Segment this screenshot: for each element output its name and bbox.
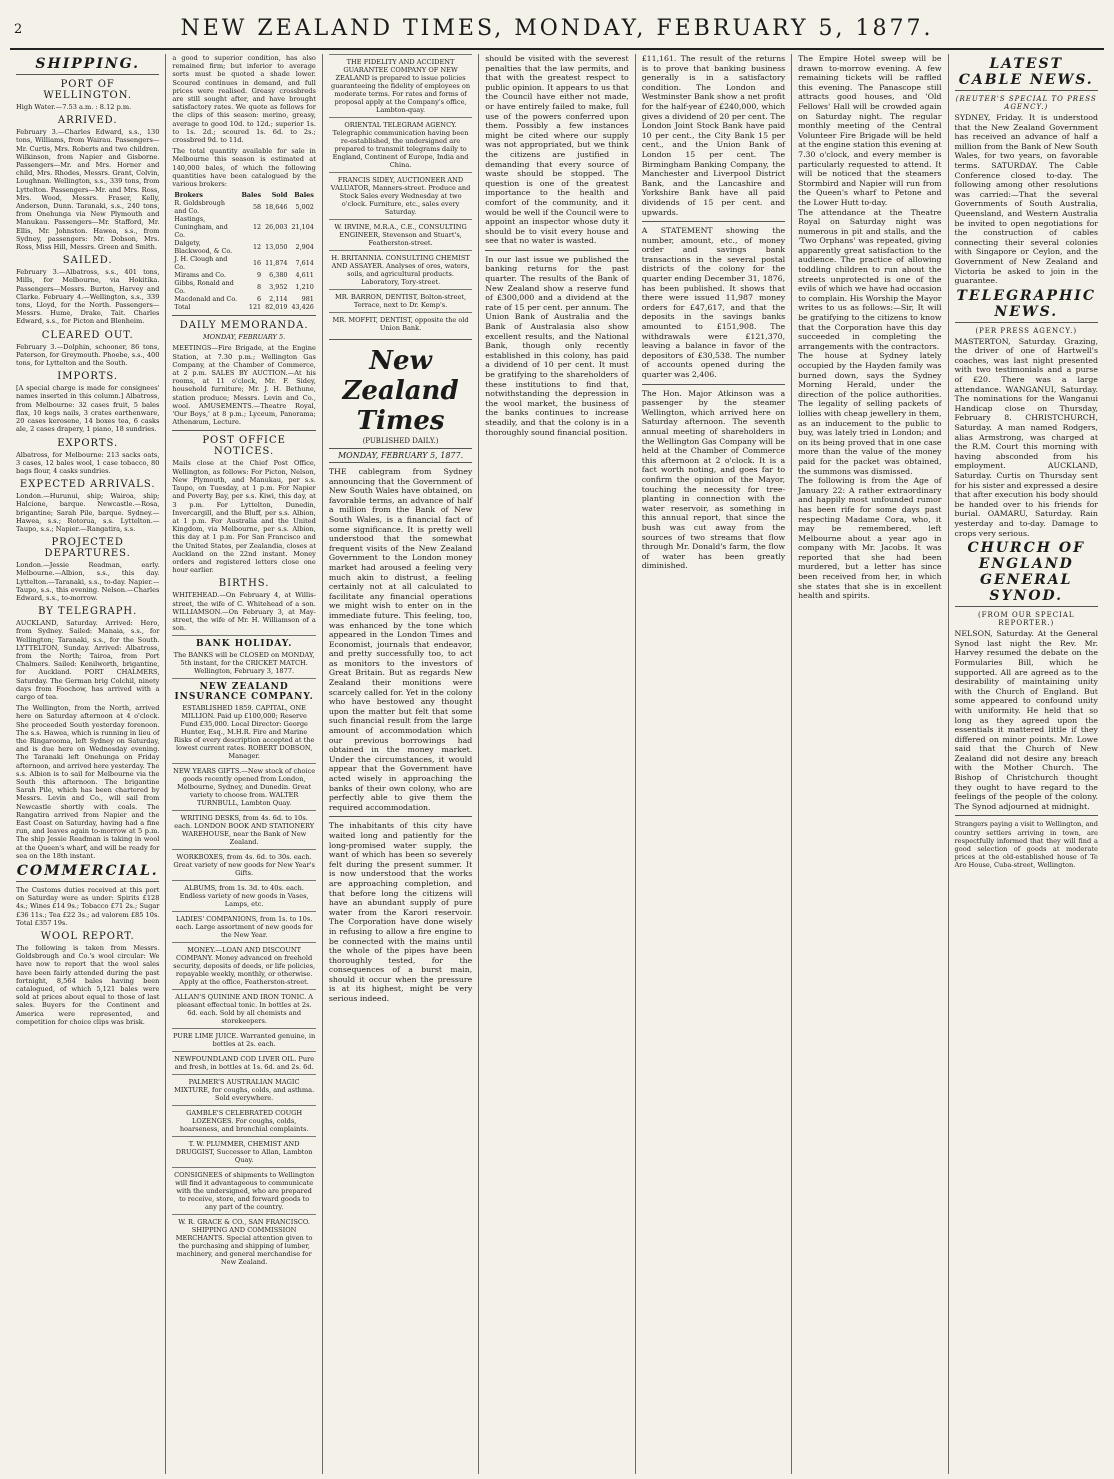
sailed-text: February 3.—Albatross, s.s., 401 tons, Mills, for Melbourne, via Hokitika. Passengers—Messrs. Burton, Harvey and Clarke. February 4.—Wellington, s.s., 339 tons, Lloyd, for the North. Passengers—Messrs. Hume, Drake, Tait. Charles Edward, s.s., for Picton and Blenheim. — [16, 268, 160, 326]
cable-news-text: SYDNEY, Friday. It is understood that the New Zealand Government has received an advance of half a million from the Bank of New South Wales, for two years, on favorable terms. SATURDAY. The Cable Conference closed to-day. The following among other resolutions was carried:—That the several Governments of South Australia, Queensland, and Western Australia be invited to open negotiations for the construction of cables connecting their several colonies with Singapore or Ceylon, and the Government of New Zealand and Victoria be asked to join in the guarantee. — [954, 113, 1098, 286]
imports-text: [A special charge is made for consignees' names inserted in this column.] Albatross, from Melbourne: 32 cases fruit, 5 bales flax, 10 kegs nails, 3 crates earthenware, 20 cases kerosene, 14 boxes tea, 6 casks ale, 2 cases drapery, 1 piano, 18 sundries. — [16, 384, 160, 434]
ad-text: GAMBLE'S CELEBRATED COUGH LOZENGES. For coughs, colds, hoarseness, and bronchial complaints. — [179, 1109, 309, 1134]
cable-news-title: LATEST CABLE NEWS. — [955, 56, 1098, 91]
births-heading: BIRTHS. — [218, 578, 270, 590]
post-office-text: Mails close at the Chief Post Office, Wellington, as follows: For Picton, Nelson, New Plymouth, and Manukau, per s.s. Taupo, on Tuesday, at 1 p.m. For Napier and Poverty Bay, per s.s. Kiwi, this day, at 3 p.m. For Lyttelton, Dunedin, Invercargill, and the Bluff, per s.s. Albion, at 1 p.m. For Australia and the United Kingdom, via Melbourne, per s.s. Albion, this day at 1 p.m. For San Francisco and the United States, per Zealandia, closes at Auckland on the 22nd instant. Money orders and registered letters close one hour earlier. — [172, 459, 316, 575]
shipping-section-title: SHIPPING. — [16, 56, 159, 75]
table-cell: J. H. Clough and Co. — [174, 255, 228, 272]
news-text: The Hon. Major Atkinson was a passenger by the steamer Wellington, which arrived here on Saturday afternoon. The seventh annual meeting of shareholders in the Wellington Gas Company will be held at the Chamber of Commerce this afternoon at 2 o'clock. It is a fact worth noting, and goes far to confirm the opinion of the Mayor, touching the necessity for tree-planting in connection with the water reservoir, as something in this annual report, that since the bush was cut away from the sources of two streams that flow through Mr. Donald's farm, the flow of water has been greatly diminished. — [641, 388, 786, 571]
insurance-text: ESTABLISHED 1859. CAPITAL, ONE MILLION. Paid up £100,000; Reserve Fund £35,000. Local Director: George Hunter, Esq., M.H.R. Fire and Marine Risks of every description accepted at the lowest current rates. ROBERT DOBSON, Manager. — [173, 704, 315, 761]
local-news-text: The Empire Hotel sweep will be drawn to-morrow evening. A few remaining tickets will be raffled this evening. The Panascope still attracts good houses, and 'Old Fellows' Hall will be crowded again on Saturday night. The regular monthly meeting of the Central Volunteer Fire Brigade will be held at the engine station this evening at 7.30 o'clock, and every member is particularly requested to attend. It will be noticed that the steamers Stormbird and Napier will run from the Queen's wharf to Petone and the Lower Hutt to-day. — [798, 54, 942, 207]
local-news-text: The house at Sydney lately occupied by the Hayden family was burned down, says the Sydney Morning Herald, under the direction of the police authorities. The legality of selling packets of lollies with cheap jewellery in them, as an inducement to the public to buy, was lately tried in London; and on its being proved that in one case more than the value of the money paid for the packet was obtained, the summons was dismissed. — [798, 351, 942, 476]
telegraphic-news-title: TELEGRAPHIC NEWS. — [955, 288, 1098, 323]
bank-holiday-heading: BANK HOLIDAY. — [195, 639, 293, 650]
ad-text: CONSIGNEES of shipments to Wellington will find it advantageous to communicate with the undersigned, who are prepared to receive, store, and forward goods to any part of the country. — [174, 1171, 315, 1212]
arrived-heading: ARRIVED. — [57, 115, 118, 127]
table-row — [172, 295, 315, 303]
table-cell: 2,114 — [269, 295, 288, 304]
high-water: High Water.—7.53 a.m. : 8.12 p.m. — [16, 103, 132, 111]
ad-text: ALBUMS, from 1s. 3d. to 40s. each. Endless variety of new goods in Vases, Lamps, etc. — [179, 884, 309, 909]
advertisement — [172, 1028, 315, 1051]
table-cell: 3,952 — [269, 283, 288, 292]
projected-text: London.—Jessie Readman, early. Melbourne.—Albion, s.s., this day. Lyttelton.—Taranaki, s.s., to-day. Napier.—Taupo, s.s., this evening. Nelson.—Charles Edward, s.s., to-morrow. — [16, 561, 160, 602]
advertisement — [172, 942, 315, 989]
table-cell: 21,104 — [291, 223, 314, 232]
table-row — [172, 239, 315, 255]
daily-memoranda-text: MEETINGS—Fire Brigade, at the Engine Station, at 7.30 p.m.; Wellington Gas Company, at the Chamber of Commerce, at 2 p.m. SALES BY AUCTION.—At his rooms, at 11 o'clock, Mr. F. Sidey, household furniture; Mr. J. H. Bethune, station produce; Messrs. Levin and Co., wool. AMUSEMENTS.—Theatre Royal, 'Our Boys,' at 8 p.m.; Lyceum, Panorama; Athenæum, Lecture. — [172, 344, 316, 427]
column-news — [636, 54, 792, 1474]
column-layout — [10, 54, 1104, 1474]
daily-memoranda-date: MONDAY, FEBRUARY 5. — [203, 333, 286, 342]
births-text: WHITEHEAD.—On February 4, at Willis-street, the wife of C. Whitehead of a son. WILLIAMSON.—On February 3, at May-street, the wife of Mr. H. Williamson of a son. — [172, 591, 316, 633]
ad-text: THE FIDELITY AND ACCIDENT GUARANTEE COMPANY OF NEW ZEALAND is prepared to issue policies guaranteeing the fidelity of employees on moderate terms. For rates and forms of proposal apply at the Company's office, Lambton-quay. — [330, 58, 471, 114]
sailed-heading: SAILED. — [62, 255, 113, 267]
page-number: 2 — [14, 22, 23, 37]
table-header-cell: Bales — [241, 191, 262, 200]
table-header-cell: Brokers — [174, 191, 203, 200]
ad-text: W. IRVINE, M.R.A., C.E., CONSULTING ENGINEER, Stevenson and Stuart's, Featherston-street. — [334, 223, 467, 247]
table-cell: Dalgety, Blackwood, & Co. — [174, 239, 233, 256]
divider — [329, 339, 472, 340]
wool-sales-intro: The total quantity available for sale in Melbourne this season is estimated at 140,000 bales, of which the following quantities have been catalogued by the various brokers: — [172, 147, 316, 189]
divider — [485, 250, 628, 251]
table-row — [172, 303, 315, 311]
exports-heading: EXPORTS. — [57, 437, 119, 449]
expected-text: London.—Hurunui, ship; Wairoa, ship; Halcione, barque. Newcastle.—Rosa, brigantine; Sarah Pile, barque. Sydney.—Hawea, s.s.; Rotorua, s.s. Lyttelton.—Taupo, s.s.; Napier.—Rangatira, s.s. — [16, 492, 160, 533]
table-cell: 43,426 — [291, 303, 314, 312]
advertisement — [329, 219, 472, 250]
advertisement — [329, 289, 472, 312]
table-header-row — [172, 191, 315, 199]
table-row — [172, 279, 315, 295]
leader-article: THE cablegram from Sydney announcing that the Government of New South Wales have obtained, on favorable terms, an advance of half a million from the Bank of New South Wales, is a financial fact of some significance. It is pretty well understood that the somewhat frequent visits of the New Zealand Government to the London money market had aroused a feeling very much akin to distrust, a feeling certainly not at all calculated to facilitate any financial operations we might wish to enter on in the immediate future. This feeling, too, was enhanced by the tone which appeared in the London Times and Economist, journals that endeavor, and pretty successfully too, to act as monitors to the investors of Great Britain. But as regards New Zealand their monitions were scarcely called for. Yet in the colony who have bestowed any thought upon the matter but felt that some such financial result from the large amount of accommodation which our previous borrowings had obtained in the money market. Under the circumstances, it would appear that the Government have acted wisely in approaching the banks of their own colony, who are perfectly able to give them the required accommodation. — [328, 467, 473, 812]
column-local-news — [792, 54, 948, 1474]
editorial-text: should be visited with the severest penalties that the law permits, and that with the greatest respect to public opinion. It appears to us that the Council have either not made, or have entirely failed to make, full use of the powers conferred upon them. Possibly a few instances might be cited where our supply was not appropriated, but we think the citizens are justified in demanding that every source of waste should be stopped. The question is one of the greatest importance to the health and comfort of the community, and it would be well if the Council were to appoint an inspector whose duty it should be to visit every house and see that no water is wasted. — [485, 54, 629, 246]
advertisement — [172, 1136, 315, 1167]
published-daily: (PUBLISHED DAILY.) — [362, 437, 439, 445]
newspaper-title: New Zealand Times — [342, 346, 459, 436]
table-header-cell: Bales — [294, 191, 314, 200]
table-row — [172, 255, 315, 271]
divider — [329, 816, 472, 817]
ad-text: MONEY.—LOAN AND DISCOUNT COMPANY. Money advanced on freehold security, deposits of deeds, or life policies, repayable weekly, monthly, or otherwise. Apply at the office, Featherston-street. — [173, 946, 316, 987]
table-cell: 981 — [301, 295, 314, 304]
imports-heading: IMPORTS. — [57, 371, 119, 383]
ad-text: LADIES' COMPANIONS, from 1s. to 10s. each. Large assortment of new goods for the New Year. — [175, 915, 313, 940]
church-synod-title: CHURCH OF ENGLAND GENERAL SYNOD. — [955, 540, 1098, 607]
table-cell: 82,019 — [265, 303, 288, 312]
ad-text: FRANCIS SIDEY, AUCTIONEER AND VALUATOR, Manners-street. Produce and Stock Sales every Wednesday at two o'clock. Furniture, etc., sales every Saturday. — [330, 176, 471, 216]
footer-advert-text: Strangers paying a visit to Wellington, and country settlers arriving in town, are respectfully informed that they will find a good selection of goods at moderate prices at the old-established house of Te Aro House, Cuba-street, Wellington. — [954, 820, 1098, 870]
table-cell: Total — [174, 303, 191, 312]
table-cell: 16 — [252, 259, 262, 268]
table-cell: 9 — [257, 271, 262, 280]
table-cell: 26,003 — [265, 223, 288, 232]
wool-continued-text: a good to superior condition, has also remained firm; but inferior to average sorts must be quoted a shade lower. Scoured continues in demand, and full prices were realised. Greasy crossbreds are still sought after, and have brought satisfactory rates. We quote as follows for the clips of this season: merino, greasy, average to good 10d. to 12d.; superior 1s. to 1s. 2d.; scoured 1s. 6d. to 2s.; crossbred 9d. to 11d. — [172, 54, 316, 145]
table-cell: R. Goldsbrough and Co. — [174, 199, 225, 216]
ad-text: MR. MOFFIT, DENTIST, opposite the old Union Bank. — [332, 316, 469, 332]
port-heading: PORT OF WELLINGTON. — [43, 79, 133, 101]
newspaper-header-title: NEW ZEALAND TIMES, MONDAY, FEBRUARY 5, 1877. — [180, 16, 934, 41]
advertisement — [172, 989, 315, 1028]
ad-text: H. BRITANNIA. CONSULTING CHEMIST AND ASSAYER. Analyses of ores, waters, soils, and agricultural products. Laboratory, Tory-street. — [331, 254, 470, 286]
advertisement — [329, 250, 472, 289]
telegraphic-news-text: MASTERTON, Saturday. Grazing, the driver of one of Hartwell's coaches, was last night presented with two testimonials and a purse of £20. There was a large attendance. WANGANUI, Saturday. The nominations for the Wanganui Handicap close on Thursday, February 8. CHRISTCHURCH, Saturday. A man named Rodgers, alias Armstrong, was charged at the R.M. Court this morning with having absconded from his employment. AUCKLAND, Saturday. Curtis on Thursday sent for his sister and expressed a desire that after execution his body should be handed over to his friends for burial. OAMARU, Saturday. Rain yesterday and to-day. Damage to crops very serious. — [954, 336, 1098, 538]
advertisement — [172, 911, 315, 942]
table-cell: 1,210 — [295, 283, 314, 292]
table-cell: 8 — [257, 283, 262, 292]
arrived-text: February 3.—Charles Edward, s.s., 130 tons, Williams, from Wairau. Passengers—Mr. Curtis, Mrs. Roberts and two children. Wilkinson, from Napier and Gisborne. Passengers—Mr. and Mrs. Horner and child, Mrs. Rhodes, Messrs. Grant, Colvin, Loughnan. Wellington, s.s., 339 tons, from Lyttelton. Passengers—Mr. and Mrs. Ross, Mrs. Wood, Messrs. Fraser, Kelly, Anderson, Dunn. Taranaki, s.s., 240 tons, from Onehunga via New Plymouth and Manukau. Passengers—Mr. Stafford, Mr. Ellis, Mr. Johnston. Hawea, s.s., from Sydney, passengers: Mr. Dobson, Mrs. Ross, Miss Hill, Messrs. Green and Smith. — [16, 128, 160, 252]
advertisement — [329, 312, 472, 335]
advertisement — [172, 635, 315, 678]
cleared-text: February 3.—Dolphin, schooner, 86 tons, Paterson, for Greymouth. Phoebe, s.s., 400 tons, for Lyttelton and the South. — [16, 342, 160, 368]
table-cell: 6 — [257, 295, 262, 304]
commercial-section-title: COMMERCIAL. — [16, 863, 159, 882]
column-cable-news — [949, 54, 1104, 1474]
telegraph-heading: BY TELEGRAPH. — [38, 606, 138, 618]
table-cell: 11,874 — [265, 259, 288, 268]
advertisement — [172, 1105, 315, 1136]
expected-heading: EXPECTED ARRIVALS. — [19, 479, 156, 491]
table-cell: 7,614 — [295, 259, 314, 268]
daily-memoranda-heading: DAILY MEMORANDA. — [179, 320, 309, 332]
projected-heading: PROJECTED DEPARTURES. — [44, 537, 131, 560]
table-cell: Macdonald and Co. — [174, 295, 238, 304]
cleared-heading: CLEARED OUT. — [41, 329, 134, 341]
wool-sales-table — [172, 191, 315, 311]
church-synod-text: NELSON, Saturday. At the General Synod last night the Rev. Mr. Harvey resumed the debate on the Formularies Bill, which he supported. All are agreed as to the desirability of maintaining unity with the Church of England. But some appeared to confound unity with uniformity. He held that so long as they agreed upon the essentials it mattered little if they differed on minor points. Mr. Lowe said that the Church of New Zealand did not desire any breach with the Mother Church. The Bishop of Christchurch thought they ought to have regard to the feelings of the people of the colony. The Synod adjourned at midnight. — [954, 629, 1098, 811]
table-row — [172, 271, 315, 279]
ad-text: ORIENTAL TELEGRAM AGENCY. Telegraphic communication having been re-established, the undersigned are prepared to transmit telegrams daily to England, Continent of Europe, India and China. — [332, 121, 469, 169]
ad-text: WRITING DESKS, from 4s. 6d. to 10s. each. LONDON BOOK AND STATIONERY WAREHOUSE, near the Bank of New Zealand. — [174, 814, 315, 847]
advertisement — [172, 678, 315, 763]
table-cell: 18,646 — [265, 203, 288, 212]
column-memoranda — [166, 54, 322, 1474]
table-cell: 5,002 — [295, 203, 314, 212]
table-cell: Hastings, Cuningham, and Co. — [174, 215, 228, 240]
table-cell: 58 — [252, 203, 262, 212]
local-news-text: The following is from the Age of January 22: A rather extraordinary and happily most unfounded rumor has been rife for some days past respecting Madame Cora, who, it may be remembered, left Melbourne about a year ago in company with Mr. Jacobs. It was reported that she had been murdered, but a letter has since been received from her, in which she states that she is in excellent health and spirits. — [798, 476, 942, 601]
table-cell: 12 — [252, 223, 262, 232]
advertisement — [172, 1167, 315, 1214]
ad-text: ALLAN'S QUININE AND IRON TONIC. A pleasant effectual tonic. In bottles at 2s. 6d. each. Sold by all chemists and storekeepers. — [175, 993, 314, 1026]
ad-text: NEWFOUNDLAND COD LIVER OIL. Pure and fresh, in bottles at 1s. 6d. and 2s. 6d. — [174, 1055, 315, 1072]
advertisement — [329, 54, 472, 117]
table-cell: 4,611 — [295, 271, 314, 280]
column-editorial-continued — [479, 54, 635, 1474]
advertisement — [172, 880, 315, 911]
ad-text: PURE LIME JUICE. Warranted genuine, in bottles at 2s. each. — [173, 1032, 316, 1049]
divider — [642, 221, 785, 222]
table-row — [172, 215, 315, 239]
telegraphic-news-source: (PER PRESS AGENCY.) — [975, 326, 1078, 335]
wool-heading: WOOL REPORT. — [40, 931, 135, 943]
masthead — [10, 8, 1104, 50]
bank-holiday-text: The BANKS will be CLOSED on MONDAY, 5th instant, for the CRICKET MATCH. Wellington, February 3, 1877. — [173, 651, 315, 676]
advertisement — [172, 1051, 315, 1074]
column-leader — [323, 54, 479, 1474]
advertisement — [329, 172, 472, 219]
advertisement — [172, 1074, 315, 1105]
divider — [172, 315, 315, 316]
table-cell: 6,380 — [269, 271, 288, 280]
ad-text: NEW YEARS GIFTS.—New stock of choice goods recently opened from London, Melbourne, Sydney, and Dunedin. Great variety to choose from. WALTER TURNBULL, Lambton Quay. — [173, 767, 316, 808]
cable-news-source: (REUTER'S SPECIAL TO PRESS AGENCY.) — [955, 95, 1097, 111]
table-cell: 13,050 — [265, 243, 288, 252]
news-text: £11,161. The result of the returns is to prove that banking business generally is in a satisfactory condition. The London and Westminster Bank show a net profit for the half-year of £240,000, which gives a dividend of 20 per cent. The London Joint Stock Bank have paid 10 per cent., the City Bank 15 per cent., and the Union Bank of London 15 per cent. The Birmingham Banking Company, the Manchester and Liverpool District Bank, and the Lancashire and Yorkshire Bank have all paid dividends of 15 per cent. and upwards. — [641, 54, 786, 217]
commercial-text: The Customs duties received at this port on Saturday were as under: Spirits £128 4s.; Wines £14 9s.; Tobacco £71 2s.; Sugar £36 11s.; Tea £22 3s.; ad valorem £85 10s. Total £357 19s. — [16, 886, 160, 927]
table-cell: 12 — [252, 243, 262, 252]
advertisement — [172, 849, 315, 880]
divider — [642, 384, 785, 385]
advertisement — [172, 810, 315, 849]
local-news-text: The attendance at the Theatre Royal on Saturday night was numerous in pit and stalls, and the 'Two Orphans' was repeated, giving apparently great satisfaction to the audience. The practice of allowing toddling children to run about the streets unprotected is one of the evils of which we have had occasion to complain. His Worship the Mayor writes to us as follows:—Sir, It will be gratifying to the citizens to know that the Corporation have this day succeeded in completing the arrangements with the contractors. — [798, 207, 942, 351]
shipping-news-text: The Wellington, from the North, arrived here on Saturday afternoon at 4 o'clock. She proceeded South yesterday forenoon. The s.s. Hawea, which is running in lieu of the Ringarooma, left Sydney on Saturday, and is due here on Wednesday evening. The Taranaki left Onehunga on Friday afternoon, and arrived here yesterday. The s.s. Albion is to sail for Melbourne via the South this afternoon. The brigantine Sarah Pile, which has been chartered by Messrs. Levin and Co., will sail from Newcastle shortly with coals. The Rangatira arrived from Napier and the East Coast on Saturday, having had a fine run, and leaves again to-morrow at 5 p.m. The ship Jessie Readman is taking in wool at the Queen's wharf, and will be ready for sea on the 18th instant. — [16, 704, 160, 860]
advertisement — [172, 1214, 315, 1269]
table-cell: 2,904 — [295, 243, 314, 252]
ad-text: W. R. GRACE & CO., SAN FRANCISCO. SHIPPING AND COMMISSION MERCHANTS. Special attention given to the purchasing and shipping of lumber, machinery, and general merchandise for New Zealand. — [175, 1218, 313, 1267]
editorial-text: In our last issue we published the banking returns for the past quarter. The results of the Bank of New Zealand show a reserve fund of £300,000 and a dividend at the rate of 15 per cent. per annum. The Union Bank of Australia and the Bank of Australasia also show excellent results, and the National Bank, though only recently established in this colony, has paid a dividend of 10 per cent. It must be gratifying to the shareholders of these institutions to find that, notwithstanding the depression in the wool market, the business of the banks continues to increase steadily, and that the colony is in a thoroughly sound financial position. — [485, 254, 629, 437]
exports-text: Albatross, for Melbourne: 213 sacks oats, 3 cases, 12 bales wool, 1 case tobacco, 80 bags flour, 4 casks sundries. — [16, 450, 160, 475]
divider — [955, 815, 1098, 816]
advertisement — [329, 117, 472, 172]
ad-text: PALMER'S AUSTRALIAN MAGIC MIXTURE, for coughs, colds, and asthma. Sold everywhere. — [174, 1078, 315, 1103]
wool-text: The following is taken from Messrs. Goldsbrough and Co.'s wool circular: We have now to report that the wool sales have been fairly attended during the past fortnight, 8,564 bales having been catalogued, of which 5,121 bales were sold at prices about equal to those of last sales. Buyers for the Continent and America were represented, and competition for choice clips was brisk. — [16, 944, 160, 1026]
ad-text: T. W. PLUMMER, CHEMIST AND DRUGGIST, Successor to Allan, Lambton Quay. — [175, 1140, 313, 1165]
post-office-heading: POST OFFICE NOTICES. — [202, 435, 286, 458]
news-text: A STATEMENT showing the number, amount, etc., of money order and savings bank transactions in the several postal districts of the colony for the quarter ending December 31, 1876, has been published. It shows that there were issued 11,987 money orders for £47,617, and that the deposits in the savings banks amounted to £151,908. The withdrawals were £121,370, leaving a balance in favor of the depositors of £30,538. The number of accounts opened during the quarter was 2,406. — [641, 226, 786, 379]
table-header-cell: Sold — [271, 191, 288, 200]
column-shipping — [10, 54, 166, 1474]
telegraph-text: AUCKLAND, Saturday. Arrived: Hero, from Sydney. Sailed: Manaia, s.s., for Wellington; Taranaki, s.s., for the South. LYTTELTON, Sunday. Arrived: Albatross, from the North; Tairoa, from Port Chalmers. Sailed: Kenilworth, brigantine, for Auckland. PORT CHALMERS, Saturday. The German brig Colchil, ninety days from Foochow, has arrived with a cargo of tea. — [16, 619, 160, 701]
table-row — [172, 199, 315, 215]
leader-article: The inhabitants of this city have waited long and patiently for the long-promised water supply, the want of which has been so severely felt during the present summer. It is now understood that the works are approaching completion, and that before long the citizens will have an abundant supply of pure water from the Karori reservoir. The Corporation have done wisely in refusing to allow a fire engine to be connected with the mains until the whole of the pipes have been thoroughly tested, for the consequences of a burst main, should it occur when the pressure is at its highest, might be very serious indeed. — [328, 821, 473, 1004]
church-synod-source: (FROM OUR SPECIAL REPORTER.) — [977, 611, 1075, 628]
table-cell: Gibbs, Ronald and Co. — [174, 279, 234, 296]
dateline: MONDAY, FEBRUARY 5, 1877. — [329, 448, 472, 463]
ad-text: MR. BARRON, DENTIST, Bolton-street, Terrace, next to Dr. Kemp's. — [334, 293, 467, 309]
ad-text: WORKBOXES, from 4s. 6d. to 30s. each. Great variety of new goods for New Year's Gifts. — [173, 853, 315, 878]
insurance-heading: NEW ZEALAND INSURANCE COMPANY. — [174, 682, 314, 703]
divider — [172, 430, 315, 431]
table-cell: 121 — [248, 303, 262, 312]
table-cell: Mirams and Co. — [174, 271, 226, 280]
advertisement — [172, 763, 315, 810]
